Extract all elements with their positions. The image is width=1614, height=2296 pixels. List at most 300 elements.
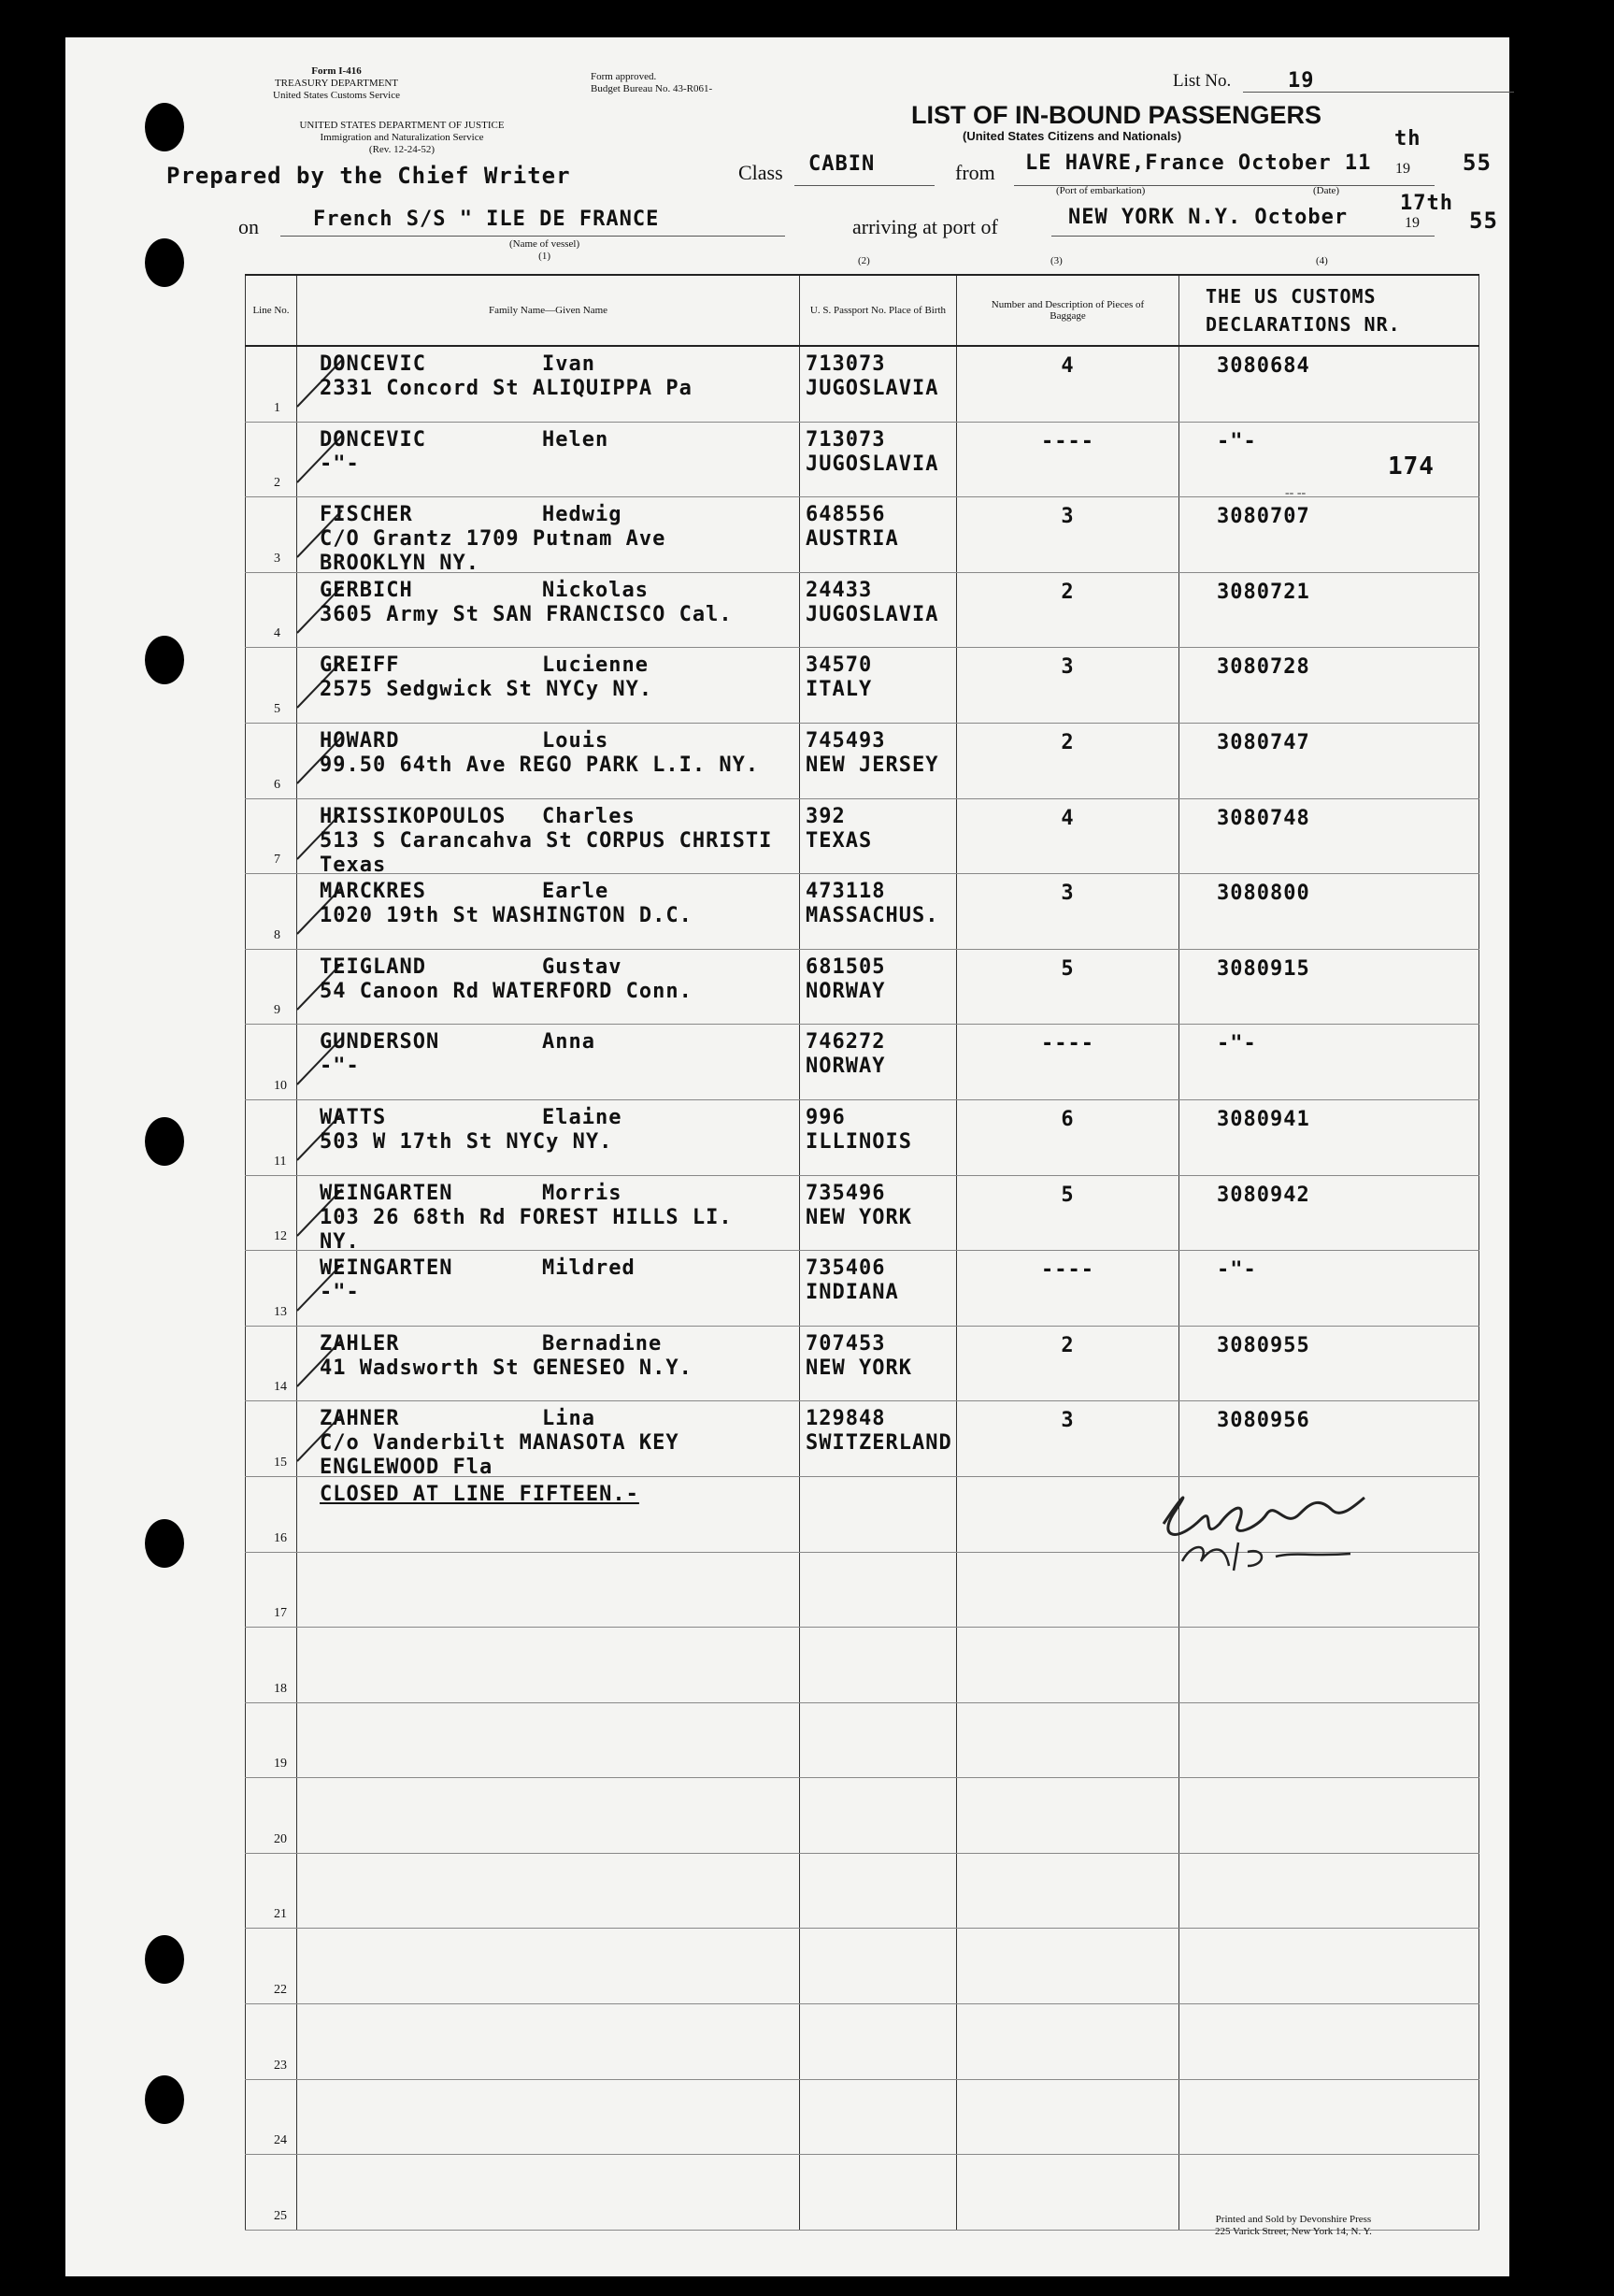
passport-cell xyxy=(800,1099,957,1175)
prepared-by: Prepared by the Chief Writer xyxy=(166,163,571,189)
name-cell xyxy=(297,2079,800,2155)
line-number-cell xyxy=(246,1476,297,1552)
declaration-number: 3080721 xyxy=(1217,580,1310,604)
given-name: Elaine xyxy=(542,1105,622,1129)
name-cell xyxy=(297,1778,800,1854)
place-of-birth: ITALY xyxy=(806,678,873,702)
passport-cell xyxy=(800,2155,957,2231)
name-cell xyxy=(297,1702,800,1778)
line-number: 19 xyxy=(274,1757,287,1772)
declaration-number: 3080941 xyxy=(1217,1107,1310,1131)
declaration-number: 3080684 xyxy=(1217,354,1310,378)
passport-cell xyxy=(800,2004,957,2080)
table-row xyxy=(246,949,1479,1025)
place-of-birth: SWITZERLAND xyxy=(806,1431,952,1456)
name-cell xyxy=(297,1628,800,1703)
baggage-count: ---- xyxy=(1041,1032,1094,1056)
address: -"- xyxy=(320,1281,360,1305)
from-year: 55 xyxy=(1463,150,1492,176)
place-of-birth: NEW JERSEY xyxy=(806,753,939,777)
address: 54 Canoon Rd WATERFORD Conn. xyxy=(320,979,693,1003)
passport-number: 473118 xyxy=(806,880,886,904)
arrival-year-prefix: 19 xyxy=(1405,215,1420,231)
punch-hole xyxy=(145,103,184,151)
address: C/o Vanderbilt MANASOTA KEY xyxy=(320,1431,679,1456)
declaration-cell xyxy=(1179,874,1479,950)
declaration-cell xyxy=(1179,497,1479,573)
baggage-cell xyxy=(957,1251,1179,1327)
address: 99.50 64th Ave REGO PARK L.I. NY. xyxy=(320,753,760,777)
line-number-cell xyxy=(246,1853,297,1929)
declaration-cell xyxy=(1179,1251,1479,1327)
family-name: WATTS xyxy=(320,1105,387,1129)
dept-immigration: Immigration and Naturalization Service xyxy=(320,132,484,143)
line-number: 8 xyxy=(274,927,280,942)
passport-cell xyxy=(800,1929,957,2004)
table-row xyxy=(246,1628,1479,1703)
baggage-count: 4 xyxy=(1061,354,1075,378)
printer-line-2: 225 Varick Street, New York 14, N. Y. xyxy=(1215,2226,1372,2237)
line-number: 16 xyxy=(274,1530,287,1545)
punch-hole xyxy=(145,238,184,287)
declaration-cell xyxy=(1179,1628,1479,1703)
line-number-cell xyxy=(246,572,297,648)
table-row xyxy=(246,346,1479,422)
address: 2331 Concord St ALIQUIPPA Pa xyxy=(320,377,693,400)
declaration-cell xyxy=(1179,723,1479,798)
punch-hole xyxy=(145,1117,184,1166)
baggage-count: 2 xyxy=(1061,730,1075,754)
name-cell xyxy=(297,1552,800,1628)
dept-treasury: TREASURY DEPARTMENT xyxy=(274,78,399,89)
table-row xyxy=(246,1702,1479,1778)
declaration-cell xyxy=(1179,648,1479,724)
given-name: Nickolas xyxy=(542,578,649,602)
name-cell xyxy=(297,1099,800,1175)
declaration-number: -"- xyxy=(1217,1258,1257,1283)
passport-number: 681505 xyxy=(806,954,886,979)
declaration-number: 3080956 xyxy=(1217,1409,1310,1433)
from-year-prefix: 19 xyxy=(1395,161,1410,177)
given-name: Mildred xyxy=(542,1256,636,1281)
given-name: Hedwig xyxy=(542,503,622,527)
line-number-cell xyxy=(246,2079,297,2155)
table-row xyxy=(246,497,1479,573)
name-cell xyxy=(297,2004,800,2080)
passport-number: 707453 xyxy=(806,1331,886,1356)
address: -"- xyxy=(320,1055,360,1079)
port-caption: (Port of embarkation) xyxy=(1056,185,1146,196)
line-number-cell xyxy=(246,1175,297,1251)
family-name: WEINGARTEN xyxy=(320,1256,453,1281)
declaration-cell xyxy=(1179,1778,1479,1854)
passport-number: 648556 xyxy=(806,503,886,527)
family-name: MARCKRES xyxy=(320,880,426,904)
dept-justice-block xyxy=(238,120,565,156)
given-name: Lina xyxy=(542,1407,595,1431)
family-name: DONCEVIC xyxy=(320,427,426,452)
declaration-cell xyxy=(1179,1929,1479,2004)
arrival-year: 55 xyxy=(1469,208,1498,234)
declaration-cell xyxy=(1179,949,1479,1025)
declaration-number: 3080915 xyxy=(1217,956,1310,981)
baggage-cell xyxy=(957,723,1179,798)
margin-dash: -- -- xyxy=(1285,486,1307,500)
line-number: 3 xyxy=(274,551,280,566)
line-number-cell xyxy=(246,2004,297,2080)
baggage-count: 4 xyxy=(1061,806,1075,830)
passport-cell xyxy=(800,648,957,724)
baggage-cell xyxy=(957,798,1179,874)
from-sup: th xyxy=(1394,127,1421,151)
table-row xyxy=(246,2004,1479,2080)
address: 103 26 68th Rd FOREST HILLS LI. xyxy=(320,1205,733,1229)
name-cell xyxy=(297,1476,800,1552)
table-row xyxy=(246,1099,1479,1175)
table-row xyxy=(246,1251,1479,1327)
line-number: 2 xyxy=(274,476,280,491)
line-number: 25 xyxy=(274,2208,287,2223)
declaration-cell xyxy=(1179,798,1479,874)
passport-cell xyxy=(800,949,957,1025)
name-cell xyxy=(297,798,800,877)
col-num-3: (3) xyxy=(1050,255,1063,266)
form-number-block xyxy=(271,65,402,102)
from-value: LE HAVRE,France October 11 xyxy=(1025,151,1372,175)
passport-cell xyxy=(800,572,957,648)
baggage-cell xyxy=(957,2155,1179,2231)
line-number-cell xyxy=(246,1099,297,1175)
arrival-sup: 17th xyxy=(1400,192,1453,215)
baggage-cell xyxy=(957,1628,1179,1703)
line-number: 4 xyxy=(274,626,280,641)
address-continued: Texas xyxy=(320,853,387,877)
declaration-number: 3080728 xyxy=(1217,655,1310,680)
col-header-line: Line No. xyxy=(246,275,297,346)
list-no-label: List No. xyxy=(1173,71,1232,91)
line-number-cell xyxy=(246,1552,297,1628)
passport-cell xyxy=(800,798,957,874)
place-of-birth: ILLINOIS xyxy=(806,1129,912,1154)
name-cell xyxy=(297,1175,800,1254)
family-name: GERBICH xyxy=(320,578,413,602)
place-of-birth: NORWAY xyxy=(806,1055,886,1079)
family-name: GREIFF xyxy=(320,653,400,678)
passport-number: 746272 xyxy=(806,1030,886,1055)
address: 3605 Army St SAN FRANCISCO Cal. xyxy=(320,602,733,626)
line-number-cell xyxy=(246,1326,297,1401)
place-of-birth: AUSTRIA xyxy=(806,527,899,552)
declaration-cell xyxy=(1179,2004,1479,2080)
given-name: Helen xyxy=(542,427,609,452)
list-no-line xyxy=(1243,67,1514,93)
baggage-cell xyxy=(957,1025,1179,1100)
list-number: 19 xyxy=(1288,69,1315,93)
baggage-cell xyxy=(957,1853,1179,1929)
col-num-2: (2) xyxy=(858,255,870,266)
passport-cell xyxy=(800,1025,957,1100)
given-name: Earle xyxy=(542,880,609,904)
baggage-cell xyxy=(957,1099,1179,1175)
given-name: Bernadine xyxy=(542,1331,663,1356)
family-name: TEIGLAND xyxy=(320,954,426,979)
line-number-cell xyxy=(246,874,297,950)
line-number: 5 xyxy=(274,701,280,716)
line-number-cell xyxy=(246,949,297,1025)
line-number-cell xyxy=(246,422,297,497)
form-revision: (Rev. 12-24-52) xyxy=(368,144,436,155)
vessel-line xyxy=(280,236,785,237)
baggage-cell xyxy=(957,497,1179,573)
baggage-cell xyxy=(957,572,1179,648)
passport-cell xyxy=(800,1628,957,1703)
place-of-birth: JUGOSLAVIA xyxy=(806,452,939,476)
passport-cell xyxy=(800,497,957,573)
declaration-number: 3080747 xyxy=(1217,730,1310,754)
baggage-count: 3 xyxy=(1061,1409,1075,1433)
col-header-baggage: Number and Description of Pieces of Baggage xyxy=(957,275,1179,346)
table-row xyxy=(246,572,1479,648)
declaration-number: -"- xyxy=(1217,429,1257,453)
given-name: Louis xyxy=(542,728,609,753)
declaration-cell xyxy=(1179,1401,1479,1477)
line-number: 14 xyxy=(274,1380,287,1395)
baggage-cell xyxy=(957,1175,1179,1251)
name-cell xyxy=(297,874,800,950)
address: 41 Wadsworth St GENESEO N.Y. xyxy=(320,1356,693,1380)
passport-cell xyxy=(800,874,957,950)
passport-cell xyxy=(800,1552,957,1628)
date-caption: (Date) xyxy=(1313,185,1340,196)
punch-hole xyxy=(145,1935,184,1984)
family-name: HRISSIKOPOULOS xyxy=(320,804,507,828)
line-number-cell xyxy=(246,1251,297,1327)
arriving-label: arriving at port of xyxy=(852,215,998,238)
approval-block xyxy=(591,71,712,95)
name-cell xyxy=(297,1853,800,1929)
line-number-cell xyxy=(246,1929,297,2004)
line-number-cell xyxy=(246,2155,297,2231)
name-cell xyxy=(297,1401,800,1480)
passport-cell xyxy=(800,346,957,422)
vessel-caption-block xyxy=(509,238,579,263)
line-number: 18 xyxy=(274,1681,287,1696)
address: 2575 Sedgwick St NYCy NY. xyxy=(320,678,653,702)
table-row xyxy=(246,1401,1479,1477)
line-number-cell xyxy=(246,1778,297,1854)
line-number: 13 xyxy=(274,1304,287,1319)
class-label: Class xyxy=(738,161,783,184)
table-row xyxy=(246,723,1479,798)
table-row xyxy=(246,1025,1479,1100)
family-name: WEINGARTEN xyxy=(320,1181,453,1205)
line-number: 17 xyxy=(274,1606,287,1621)
name-cell xyxy=(297,422,800,497)
printer-imprint xyxy=(1215,2214,1372,2238)
passport-cell xyxy=(800,1853,957,1929)
baggage-count: 2 xyxy=(1061,1333,1075,1357)
declaration-cell xyxy=(1179,1853,1479,1929)
declaration-cell xyxy=(1179,1702,1479,1778)
declaration-number: 3080800 xyxy=(1217,882,1310,906)
line-number: 6 xyxy=(274,777,280,792)
vessel-caption-num: (1) xyxy=(538,251,550,262)
vessel-caption: (Name of vessel) xyxy=(509,238,580,250)
dept-customs: United States Customs Service xyxy=(273,90,400,101)
col-header-customs xyxy=(1179,275,1479,346)
passport-number: 392 xyxy=(806,804,846,828)
address: 503 W 17th St NYCy NY. xyxy=(320,1129,613,1154)
arrival-value: NEW YORK N.Y. October xyxy=(1068,206,1349,229)
col-header-passport: U. S. Passport No. Place of Birth xyxy=(800,275,957,346)
table-row xyxy=(246,1175,1479,1251)
line-number: 15 xyxy=(274,1455,287,1470)
passenger-table xyxy=(245,274,1479,2231)
name-cell xyxy=(297,2155,800,2231)
line-number: 9 xyxy=(274,1003,280,1018)
form-subtitle: (United States Citizens and Nationals) xyxy=(963,129,1182,143)
form-number: Form I-416 xyxy=(311,65,362,77)
passport-cell xyxy=(800,1401,957,1477)
baggage-cell xyxy=(957,1929,1179,2004)
baggage-cell xyxy=(957,2004,1179,2080)
baggage-cell xyxy=(957,874,1179,950)
given-name: Anna xyxy=(542,1030,595,1055)
baggage-count: 5 xyxy=(1061,1183,1075,1207)
class-value: CABIN xyxy=(808,152,876,176)
declaration-cell xyxy=(1179,346,1479,422)
passport-number: 34570 xyxy=(806,653,873,678)
family-name: ZAHLER xyxy=(320,1331,400,1356)
given-name: Ivan xyxy=(542,352,595,376)
family-name: DONCEVIC xyxy=(320,352,426,376)
line-number: 20 xyxy=(274,1831,287,1846)
arrival-line xyxy=(1051,236,1435,237)
line-number: 22 xyxy=(274,1983,287,1998)
margin-note: 174 xyxy=(1388,452,1435,481)
baggage-count: 2 xyxy=(1061,580,1075,604)
on-label: on xyxy=(238,215,259,238)
passport-number: 24433 xyxy=(806,578,873,602)
baggage-count: ---- xyxy=(1041,429,1094,453)
from-label: from xyxy=(955,161,995,184)
declaration-number: 3080707 xyxy=(1217,505,1310,529)
baggage-count: ---- xyxy=(1041,1258,1094,1283)
line-number: 24 xyxy=(274,2133,287,2148)
address-continued: BROOKLYN NY. xyxy=(320,552,479,576)
line-number-cell xyxy=(246,1025,297,1100)
punch-hole xyxy=(145,1519,184,1568)
table-row xyxy=(246,2079,1479,2155)
col-num-4: (4) xyxy=(1316,255,1328,266)
address-continued: NY. xyxy=(320,1229,360,1254)
line-number: 10 xyxy=(274,1078,287,1093)
passport-cell xyxy=(800,1702,957,1778)
declaration-number: 3080942 xyxy=(1217,1183,1310,1207)
punch-hole xyxy=(145,636,184,684)
name-cell xyxy=(297,1025,800,1100)
address: -"- xyxy=(320,452,360,476)
table-row xyxy=(246,1929,1479,2004)
form-title: LIST OF IN-BOUND PASSENGERS xyxy=(911,101,1322,129)
given-name: Gustav xyxy=(542,954,622,979)
name-cell xyxy=(297,723,800,798)
line-number: 12 xyxy=(274,1229,287,1244)
passport-number: 735496 xyxy=(806,1181,886,1205)
baggage-cell xyxy=(957,1702,1179,1778)
line-number-cell xyxy=(246,1702,297,1778)
passport-number: 129848 xyxy=(806,1407,886,1431)
passport-number: 996 xyxy=(806,1105,846,1129)
inspector-signature xyxy=(1145,1477,1388,1580)
name-cell xyxy=(297,497,800,576)
baggage-count: 5 xyxy=(1061,956,1075,981)
baggage-cell xyxy=(957,422,1179,497)
line-number-cell xyxy=(246,346,297,422)
table-row xyxy=(246,874,1479,950)
declaration-cell xyxy=(1179,2079,1479,2155)
table-row xyxy=(246,1778,1479,1854)
passport-number: 735406 xyxy=(806,1256,886,1281)
passport-cell xyxy=(800,723,957,798)
baggage-cell xyxy=(957,2079,1179,2155)
line-number-cell xyxy=(246,1628,297,1703)
line-number: 7 xyxy=(274,853,280,868)
baggage-count: 6 xyxy=(1061,1107,1075,1131)
form-approved: Form approved. xyxy=(591,71,657,82)
declaration-number: 3080955 xyxy=(1217,1333,1310,1357)
given-name: Charles xyxy=(542,804,636,828)
address-continued: ENGLEWOOD Fla xyxy=(320,1456,493,1480)
line-number: 1 xyxy=(274,400,280,415)
declaration-number: 3080748 xyxy=(1217,806,1310,830)
name-cell xyxy=(297,1929,800,2004)
family-name: CLOSED AT LINE FIFTEEN.- xyxy=(320,1482,639,1506)
name-cell xyxy=(297,1326,800,1401)
place-of-birth: NEW YORK xyxy=(806,1356,912,1380)
dept-justice: UNITED STATES DEPARTMENT OF JUSTICE xyxy=(299,120,505,131)
budget-bureau: Budget Bureau No. 43-R061- xyxy=(591,83,713,94)
address: 1020 19th St WASHINGTON D.C. xyxy=(320,904,693,928)
line-number: 11 xyxy=(274,1154,287,1169)
line-number: 23 xyxy=(274,2058,287,2073)
vessel-name: French S/S " ILE DE FRANCE xyxy=(313,208,660,231)
passport-cell xyxy=(800,1326,957,1401)
baggage-count: 3 xyxy=(1061,655,1075,680)
place-of-birth: TEXAS xyxy=(806,828,873,853)
name-cell xyxy=(297,346,800,422)
place-of-birth: NORWAY xyxy=(806,979,886,1003)
col-header-name: Family Name—Given Name xyxy=(297,275,800,346)
baggage-cell xyxy=(957,1326,1179,1401)
passport-cell xyxy=(800,1251,957,1327)
line-number-cell xyxy=(246,497,297,573)
printer-line-1: Printed and Sold by Devonshire Press xyxy=(1215,2214,1372,2225)
baggage-cell xyxy=(957,1401,1179,1477)
table-row xyxy=(246,798,1479,874)
baggage-cell xyxy=(957,648,1179,724)
passport-cell xyxy=(800,422,957,497)
declaration-cell xyxy=(1179,1175,1479,1251)
place-of-birth: NEW YORK xyxy=(806,1205,912,1229)
address: 513 S Carancahva St CORPUS CHRISTI xyxy=(320,828,773,853)
line-number-cell xyxy=(246,1401,297,1477)
given-name: Lucienne xyxy=(542,653,649,678)
name-cell xyxy=(297,572,800,648)
place-of-birth: INDIANA xyxy=(806,1281,899,1305)
baggage-cell xyxy=(957,949,1179,1025)
baggage-cell xyxy=(957,1778,1179,1854)
